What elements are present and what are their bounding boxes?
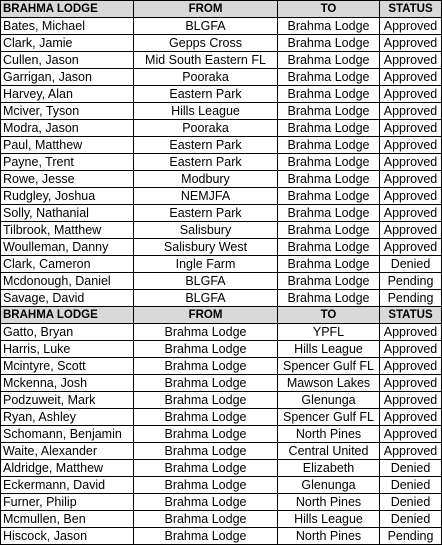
- name-cell: Mcmullen, Ben: [1, 511, 134, 528]
- to-cell: Brahma Lodge: [278, 171, 380, 188]
- from-cell: Brahma Lodge: [134, 443, 278, 460]
- table-row: [1, 358, 442, 375]
- header-status: STATUS: [380, 1, 442, 18]
- status-cell: Approved: [380, 120, 442, 137]
- table-row: [1, 205, 442, 222]
- status-cell: Approved: [380, 426, 442, 443]
- table-row: [1, 35, 442, 52]
- from-cell: Brahma Lodge: [134, 375, 278, 392]
- name-cell: Tilbrook, Matthew: [1, 222, 134, 239]
- from-cell: Ingle Farm: [134, 256, 278, 273]
- name-cell: Savage, David: [1, 290, 134, 307]
- table-row: [1, 188, 442, 205]
- status-cell: Denied: [380, 460, 442, 477]
- name-cell: Waite, Alexander: [1, 443, 134, 460]
- name-cell: Hiscock, Jason: [1, 528, 134, 545]
- status-cell: Approved: [380, 154, 442, 171]
- table-row: [1, 52, 442, 69]
- to-cell: Brahma Lodge: [278, 86, 380, 103]
- name-cell: Ryan, Ashley: [1, 409, 134, 426]
- section-header-row: [1, 1, 442, 18]
- status-cell: Approved: [380, 35, 442, 52]
- header-status: STATUS: [380, 307, 442, 324]
- name-cell: Paul, Matthew: [1, 137, 134, 154]
- status-cell: Approved: [380, 69, 442, 86]
- status-cell: Approved: [380, 52, 442, 69]
- from-cell: Brahma Lodge: [134, 341, 278, 358]
- status-cell: Approved: [380, 341, 442, 358]
- table-row: [1, 103, 442, 120]
- to-cell: Brahma Lodge: [278, 222, 380, 239]
- table-row: [1, 86, 442, 103]
- name-cell: Mcdonough, Daniel: [1, 273, 134, 290]
- table-row: [1, 443, 442, 460]
- name-cell: Podzuweit, Mark: [1, 392, 134, 409]
- header-name: BRAHMA LODGE: [1, 1, 134, 18]
- table-row: [1, 426, 442, 443]
- to-cell: Brahma Lodge: [278, 256, 380, 273]
- to-cell: Spencer Gulf FL: [278, 409, 380, 426]
- status-cell: Pending: [380, 290, 442, 307]
- name-cell: Modra, Jason: [1, 120, 134, 137]
- table-row: [1, 273, 442, 290]
- name-cell: Clark, Cameron: [1, 256, 134, 273]
- from-cell: Salisbury: [134, 222, 278, 239]
- name-cell: Payne, Trent: [1, 154, 134, 171]
- status-cell: Approved: [380, 375, 442, 392]
- header-name: BRAHMA LODGE: [1, 307, 134, 324]
- to-cell: Spencer Gulf FL: [278, 358, 380, 375]
- status-cell: Approved: [380, 205, 442, 222]
- to-cell: North Pines: [278, 528, 380, 545]
- from-cell: Brahma Lodge: [134, 409, 278, 426]
- table-row: [1, 494, 442, 511]
- to-cell: Brahma Lodge: [278, 69, 380, 86]
- to-cell: Brahma Lodge: [278, 35, 380, 52]
- table-row: [1, 477, 442, 494]
- status-cell: Approved: [380, 324, 442, 341]
- from-cell: Hills League: [134, 103, 278, 120]
- to-cell: Brahma Lodge: [278, 103, 380, 120]
- from-cell: Pooraka: [134, 120, 278, 137]
- name-cell: Woulleman, Danny: [1, 239, 134, 256]
- status-cell: Pending: [380, 273, 442, 290]
- name-cell: Garrigan, Jason: [1, 69, 134, 86]
- from-cell: Eastern Park: [134, 154, 278, 171]
- from-cell: Brahma Lodge: [134, 528, 278, 545]
- table-row: [1, 256, 442, 273]
- from-cell: Brahma Lodge: [134, 460, 278, 477]
- name-cell: Cullen, Jason: [1, 52, 134, 69]
- name-cell: Mcintyre, Scott: [1, 358, 134, 375]
- to-cell: Brahma Lodge: [278, 154, 380, 171]
- to-cell: Central United: [278, 443, 380, 460]
- to-cell: Brahma Lodge: [278, 205, 380, 222]
- name-cell: Harris, Luke: [1, 341, 134, 358]
- name-cell: Clark, Jamie: [1, 35, 134, 52]
- status-cell: Approved: [380, 137, 442, 154]
- from-cell: BLGFA: [134, 290, 278, 307]
- table-row: [1, 239, 442, 256]
- table-row: [1, 171, 442, 188]
- from-cell: Modbury: [134, 171, 278, 188]
- to-cell: Brahma Lodge: [278, 52, 380, 69]
- name-cell: Aldridge, Matthew: [1, 460, 134, 477]
- to-cell: Glenunga: [278, 392, 380, 409]
- to-cell: Glenunga: [278, 477, 380, 494]
- to-cell: Hills League: [278, 511, 380, 528]
- to-cell: Brahma Lodge: [278, 273, 380, 290]
- table-row: [1, 18, 442, 35]
- from-cell: Eastern Park: [134, 86, 278, 103]
- to-cell: Brahma Lodge: [278, 18, 380, 35]
- transfer-table-body: [1, 1, 442, 545]
- status-cell: Approved: [380, 18, 442, 35]
- name-cell: Harvey, Alan: [1, 86, 134, 103]
- table-row: [1, 324, 442, 341]
- to-cell: Brahma Lodge: [278, 239, 380, 256]
- from-cell: Brahma Lodge: [134, 511, 278, 528]
- status-cell: Denied: [380, 256, 442, 273]
- table-row: [1, 69, 442, 86]
- name-cell: Gatto, Bryan: [1, 324, 134, 341]
- table-row: [1, 460, 442, 477]
- to-cell: Hills League: [278, 341, 380, 358]
- from-cell: Gepps Cross: [134, 35, 278, 52]
- name-cell: Mciver, Tyson: [1, 103, 134, 120]
- from-cell: Mid South Eastern FL: [134, 52, 278, 69]
- table-row: [1, 222, 442, 239]
- table-row: [1, 137, 442, 154]
- status-cell: Approved: [380, 103, 442, 120]
- to-cell: North Pines: [278, 426, 380, 443]
- from-cell: BLGFA: [134, 273, 278, 290]
- name-cell: Bates, Michael: [1, 18, 134, 35]
- name-cell: Furner, Philip: [1, 494, 134, 511]
- from-cell: Brahma Lodge: [134, 358, 278, 375]
- table-row: [1, 120, 442, 137]
- table-row: [1, 375, 442, 392]
- header-to: TO: [278, 307, 380, 324]
- from-cell: Brahma Lodge: [134, 426, 278, 443]
- table-row: [1, 392, 442, 409]
- from-cell: Brahma Lodge: [134, 392, 278, 409]
- name-cell: Solly, Nathanial: [1, 205, 134, 222]
- status-cell: Approved: [380, 171, 442, 188]
- status-cell: Approved: [380, 222, 442, 239]
- to-cell: Brahma Lodge: [278, 120, 380, 137]
- from-cell: Brahma Lodge: [134, 324, 278, 341]
- from-cell: Eastern Park: [134, 205, 278, 222]
- name-cell: Rudgley, Joshua: [1, 188, 134, 205]
- header-from: FROM: [134, 1, 278, 18]
- status-cell: Approved: [380, 392, 442, 409]
- name-cell: Eckermann, David: [1, 477, 134, 494]
- to-cell: Brahma Lodge: [278, 188, 380, 205]
- name-cell: Mckenna, Josh: [1, 375, 134, 392]
- from-cell: NEMJFA: [134, 188, 278, 205]
- to-cell: Brahma Lodge: [278, 290, 380, 307]
- to-cell: Elizabeth: [278, 460, 380, 477]
- status-cell: Approved: [380, 86, 442, 103]
- table-row: [1, 154, 442, 171]
- from-cell: Eastern Park: [134, 137, 278, 154]
- to-cell: YPFL: [278, 324, 380, 341]
- from-cell: Brahma Lodge: [134, 494, 278, 511]
- status-cell: Denied: [380, 511, 442, 528]
- status-cell: Approved: [380, 358, 442, 375]
- table-row: [1, 528, 442, 545]
- name-cell: Rowe, Jesse: [1, 171, 134, 188]
- status-cell: Approved: [380, 188, 442, 205]
- name-cell: Schomann, Benjamin: [1, 426, 134, 443]
- from-cell: BLGFA: [134, 18, 278, 35]
- to-cell: North Pines: [278, 494, 380, 511]
- to-cell: Mawson Lakes: [278, 375, 380, 392]
- from-cell: Brahma Lodge: [134, 477, 278, 494]
- table-row: [1, 290, 442, 307]
- status-cell: Denied: [380, 494, 442, 511]
- from-cell: Salisbury West: [134, 239, 278, 256]
- status-cell: Pending: [380, 528, 442, 545]
- from-cell: Pooraka: [134, 69, 278, 86]
- status-cell: Approved: [380, 409, 442, 426]
- section-header-row: [1, 307, 442, 324]
- header-to: TO: [278, 1, 380, 18]
- status-cell: Approved: [380, 443, 442, 460]
- status-cell: Approved: [380, 239, 442, 256]
- table-row: [1, 341, 442, 358]
- table-row: [1, 409, 442, 426]
- table-row: [1, 511, 442, 528]
- header-from: FROM: [134, 307, 278, 324]
- to-cell: Brahma Lodge: [278, 137, 380, 154]
- status-cell: Denied: [380, 477, 442, 494]
